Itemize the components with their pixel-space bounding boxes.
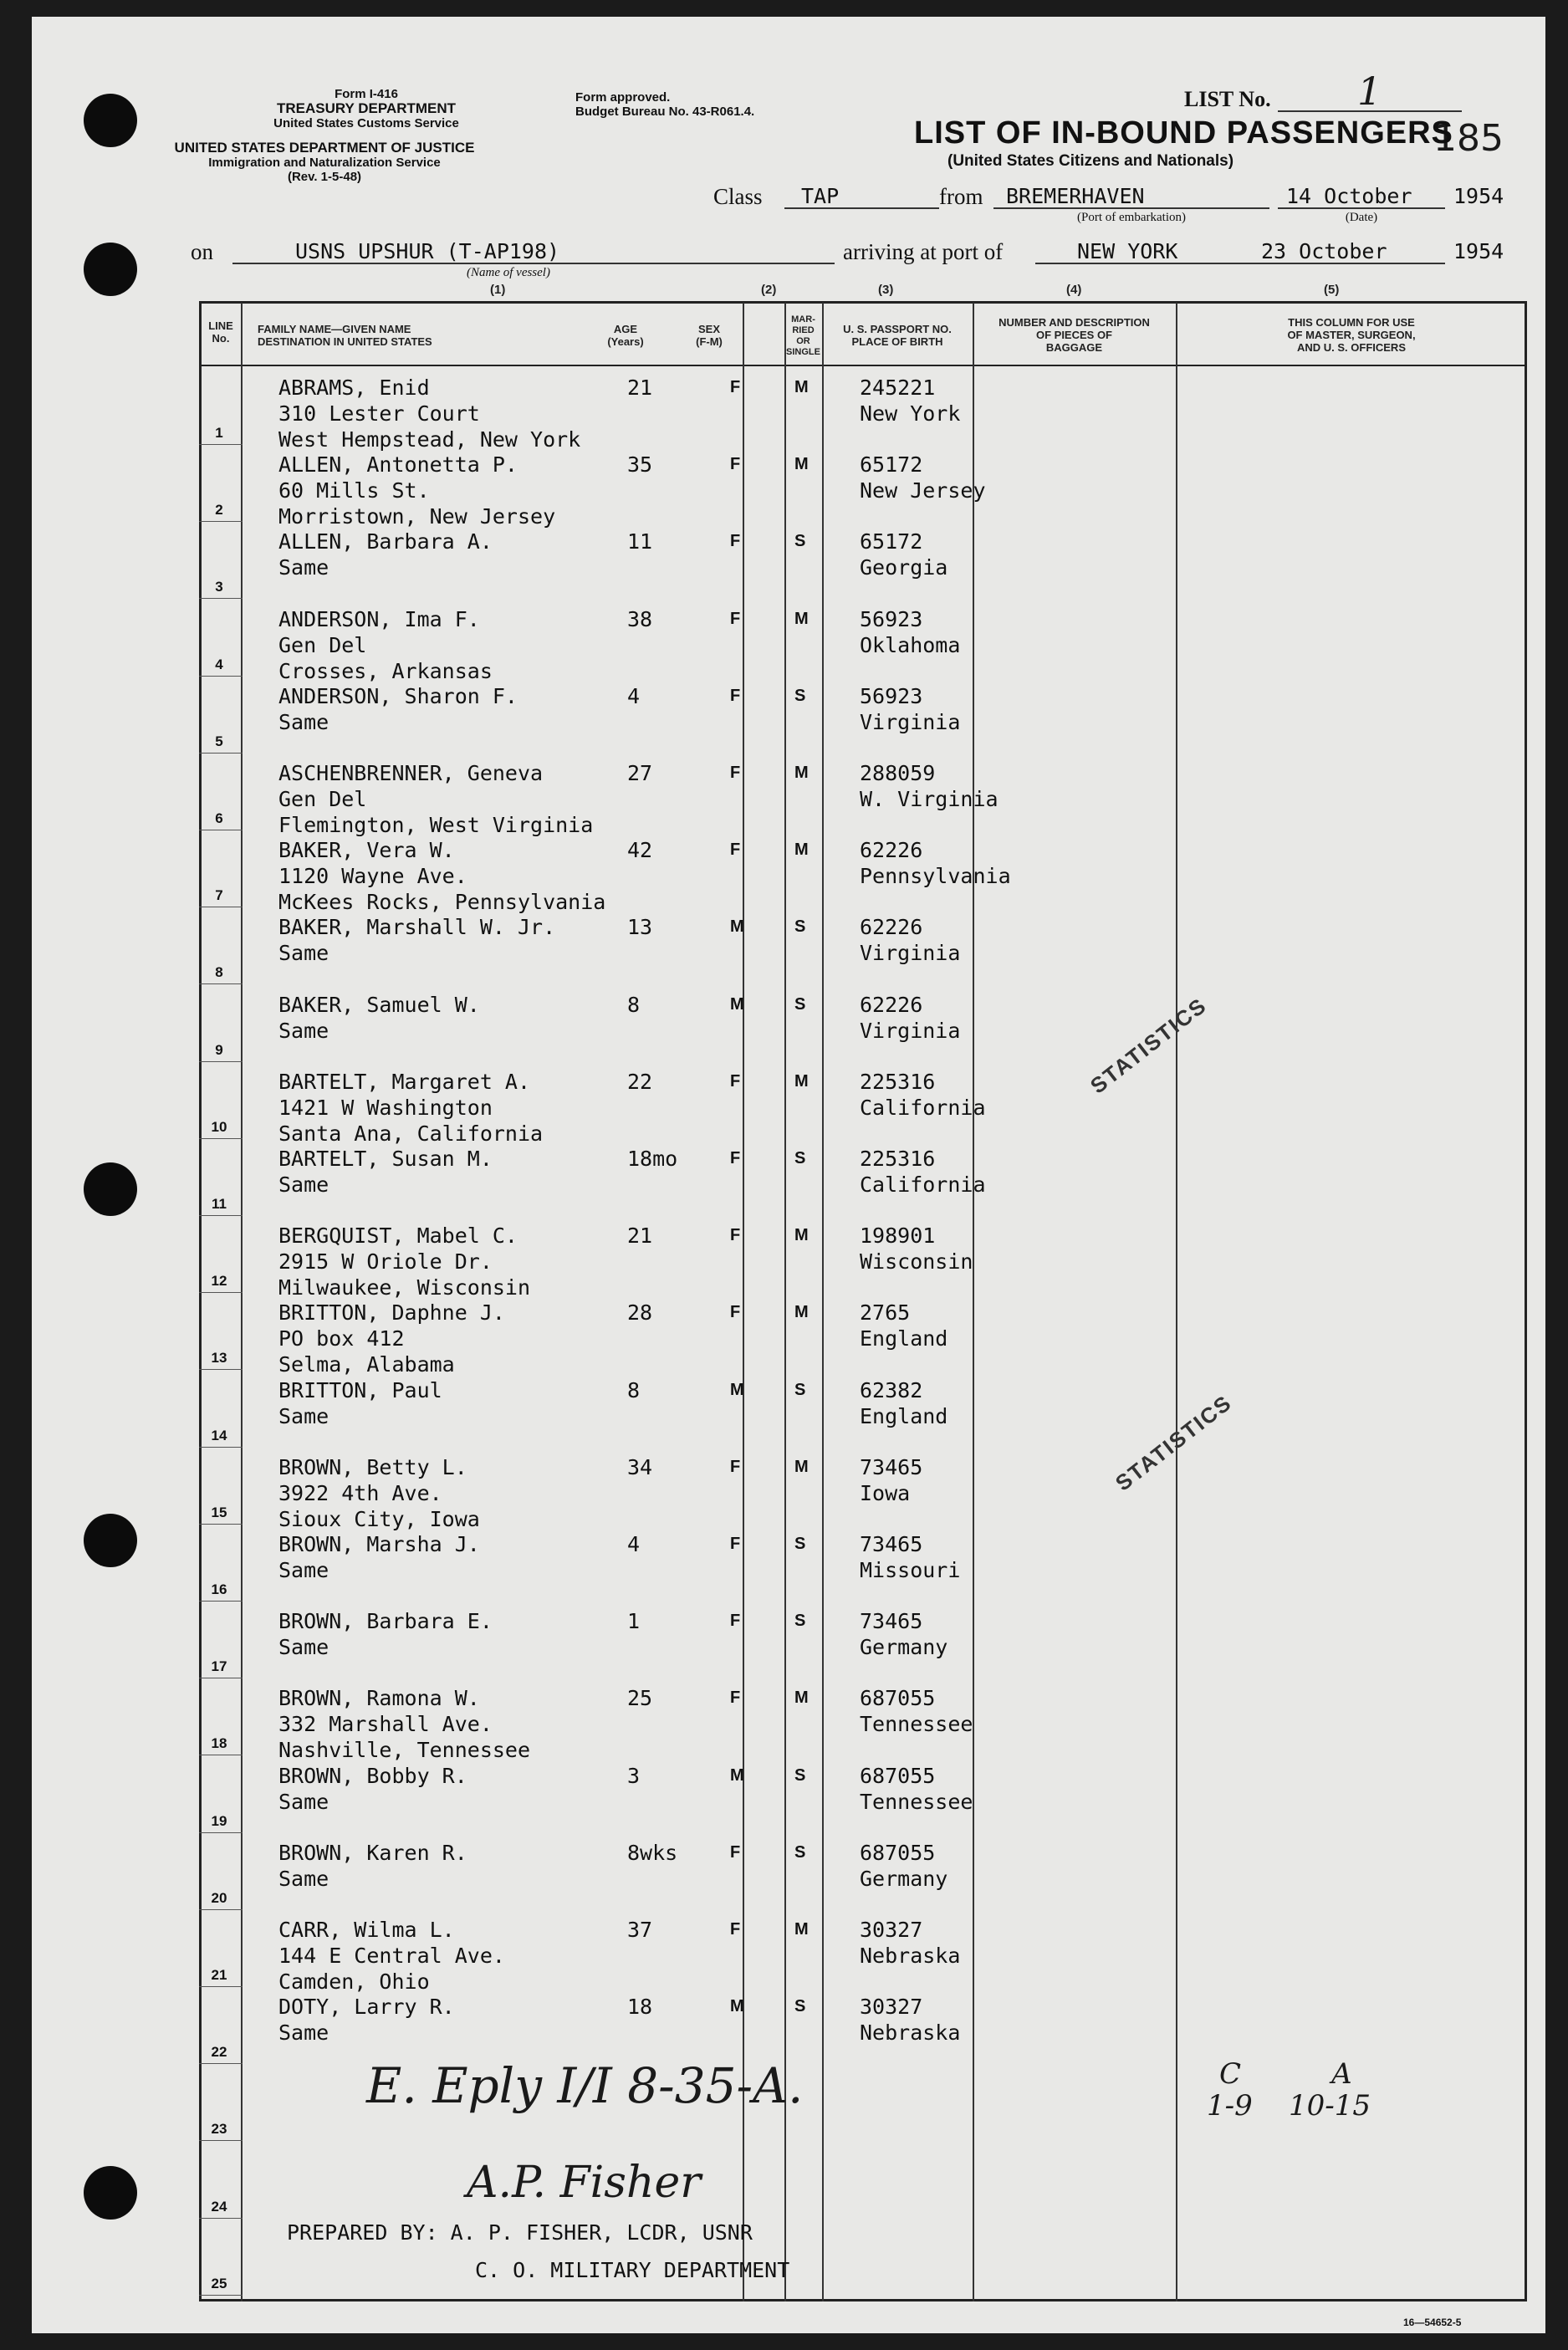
punch-hole [84, 243, 137, 296]
passport-number: 65172 [860, 452, 923, 478]
line-number: 5 [215, 733, 223, 749]
passenger-name: BARTELT, Margaret A. [278, 1069, 531, 1094]
address-line-2: Camden, Ohio [278, 1969, 430, 1994]
place-of-birth: New Jersey [860, 478, 986, 503]
line-number: 3 [215, 579, 223, 595]
marital-status: M [794, 1457, 809, 1476]
sex: F [730, 1535, 741, 1553]
place-of-birth: W. Virginia [860, 787, 999, 811]
passport-number: 687055 [860, 1763, 936, 1788]
table-row [32, 677, 1545, 754]
passport-number: 73465 [860, 1609, 923, 1634]
table-row [32, 1910, 1545, 1994]
passport-number: 245221 [860, 375, 936, 400]
military-department: C. O. MILITARY DEPARTMENT [475, 2258, 790, 2282]
column-number: (5) [1324, 283, 1340, 297]
address-line-2: West Hempstead, New York [278, 427, 581, 452]
signature: A.P. Fisher [467, 2158, 702, 2208]
address-line-1: PO box 412 [278, 1326, 405, 1351]
statistics-stamp: STATISTICS [1085, 992, 1212, 1099]
age: 3 [627, 1763, 641, 1788]
passenger-name: ALLEN, Antonetta P. [278, 452, 518, 478]
address-line-2: Selma, Alabama [278, 1352, 455, 1377]
address-line-2: McKees Rocks, Pennsylvania [278, 890, 606, 915]
sex: M [730, 917, 744, 937]
passport-number: 687055 [860, 1840, 936, 1865]
address-line-1: Same [278, 1172, 329, 1197]
age: 8 [627, 1377, 641, 1402]
sex: F [730, 840, 741, 860]
vessel-name: USNS UPSHUR (T-AP198) [295, 239, 560, 263]
address-line-1: Gen Del [278, 632, 367, 657]
column-number: (3) [878, 283, 894, 297]
address-line-2: Nashville, Tennessee [278, 1738, 531, 1763]
address-line-1: Same [278, 1635, 329, 1660]
line-number: 13 [211, 1350, 227, 1367]
line-number: 18 [211, 1735, 227, 1752]
sex: M [730, 1997, 744, 2016]
table-row [32, 522, 1545, 599]
passenger-name: ASCHENBRENNER, Geneva [278, 761, 544, 785]
marital-status: S [794, 1842, 806, 1862]
age: 11 [627, 529, 653, 554]
age: 21 [627, 1224, 653, 1249]
passenger-name: BAKER, Marshall W. Jr. [278, 915, 556, 940]
place-of-birth: Pennsylvania [860, 864, 1011, 889]
column-number: (4) [1066, 283, 1082, 297]
departure-date: 14 October [1286, 184, 1412, 208]
address-line-1: Same [278, 1866, 329, 1891]
place-of-birth: New York [860, 401, 961, 426]
sex: M [730, 1765, 744, 1785]
table-row [32, 1216, 1545, 1300]
place-of-birth: California [860, 1095, 986, 1120]
passport-number: 225316 [860, 1069, 936, 1094]
address-line-2: Flemington, West Virginia [278, 813, 594, 837]
place-of-birth: Tennessee [860, 1712, 973, 1737]
line-number: 14 [211, 1427, 227, 1443]
age: 21 [627, 375, 653, 400]
marital-status: M [794, 840, 809, 860]
line-number: 15 [211, 1504, 227, 1520]
header-sex: SEX (F-M) [696, 323, 723, 348]
vessel-caption: (Name of vessel) [467, 266, 550, 279]
line-number: 21 [211, 1967, 227, 1983]
address-line-1: 60 Mills St. [278, 478, 430, 503]
page-number: 185 [1433, 117, 1504, 160]
sex: F [730, 1071, 741, 1091]
passenger-name: BROWN, Karen R. [278, 1840, 467, 1865]
passenger-name: BRITTON, Paul [278, 1377, 442, 1402]
age: 28 [627, 1300, 653, 1326]
table-row [32, 1371, 1545, 1448]
table-row [32, 2142, 1545, 2219]
marital-status: M [794, 1920, 809, 1939]
prepared-by: PREPARED BY: A. P. FISHER, LCDR, USNR [287, 2220, 753, 2245]
passport-number: 73465 [860, 1532, 923, 1556]
line-number: 12 [211, 1273, 227, 1290]
marital-status: M [794, 1303, 809, 1322]
passport-number: 56923 [860, 606, 923, 631]
marital-status: S [794, 917, 806, 937]
address-line-1: Same [278, 1018, 329, 1043]
sex: F [730, 378, 741, 396]
table-row [32, 830, 1545, 915]
code-handwriting-top: C A [1219, 2057, 1352, 2091]
budget-bureau: Budget Bureau No. 43-R061.4. [575, 105, 755, 119]
table-row [32, 2219, 1545, 2296]
header-rule [199, 365, 1527, 366]
header-line-no: LINE No. [208, 319, 233, 345]
passport-number: 225316 [860, 1147, 936, 1171]
address-line-2: Sioux City, Iowa [278, 1506, 480, 1531]
passenger-name: BERGQUIST, Mabel C. [278, 1224, 518, 1249]
header-baggage: NUMBER AND DESCRIPTION OF PIECES OF BAGGAGE [999, 316, 1150, 354]
revision-date: (Rev. 1-5-48) [287, 170, 362, 184]
table-row [32, 600, 1545, 683]
line-number: 19 [211, 1812, 227, 1829]
age: 8 [627, 992, 641, 1017]
place-of-birth: Nebraska [860, 1944, 961, 1968]
page-subtitle: (United States Citizens and Nationals) [947, 152, 1234, 170]
column-number: (1) [490, 283, 506, 297]
marital-status: S [794, 994, 806, 1014]
address-line-1: Gen Del [278, 787, 367, 811]
marital-status: M [794, 455, 809, 474]
line-number: 9 [215, 1041, 223, 1058]
arrival-port: NEW YORK [1077, 239, 1178, 263]
passport-number: 62226 [860, 915, 923, 940]
line-number: 7 [215, 887, 223, 904]
from-label: from [939, 184, 983, 209]
place-of-birth: England [860, 1403, 948, 1428]
treasury-department: TREASURY DEPARTMENT [276, 100, 457, 116]
line-number: 11 [212, 1196, 227, 1212]
address-line-1: 2915 W Oriole Dr. [278, 1249, 493, 1275]
marital-status: S [794, 1380, 806, 1399]
table-row [32, 1293, 1545, 1377]
header-age: AGE (Years) [607, 323, 644, 348]
sex: M [730, 1380, 744, 1399]
age: 1 [627, 1609, 641, 1634]
age: 27 [627, 761, 653, 785]
customs-service: United States Customs Service [273, 116, 459, 130]
place-of-birth: Virginia [860, 709, 961, 734]
marital-status: M [794, 609, 809, 628]
age: 4 [627, 1532, 641, 1556]
place-of-birth: Wisconsin [860, 1249, 973, 1275]
line-number: 4 [215, 656, 223, 672]
table-row [32, 907, 1545, 984]
address-line-2: Santa Ana, California [278, 1121, 544, 1146]
passport-number: 288059 [860, 761, 936, 785]
address-line-1: 310 Lester Court [278, 401, 480, 426]
passenger-name: BROWN, Barbara E. [278, 1609, 493, 1634]
passenger-name: BROWN, Bobby R. [278, 1763, 467, 1788]
passport-number: 62382 [860, 1377, 923, 1402]
age: 37 [627, 1918, 653, 1942]
passport-number: 30327 [860, 1918, 923, 1942]
sex: F [730, 1920, 741, 1939]
passport-number: 687055 [860, 1686, 936, 1711]
header-married: MAR- RIED OR SINGLE [786, 314, 820, 357]
table-row [32, 1602, 1545, 1678]
place-of-birth: Virginia [860, 1018, 961, 1043]
port-caption: (Port of embarkation) [1077, 211, 1186, 224]
place-of-birth: Georgia [860, 555, 948, 580]
marital-status: M [794, 1071, 809, 1091]
passenger-name: ABRAMS, Enid [278, 375, 430, 400]
table-row [32, 1139, 1545, 1216]
header-name: FAMILY NAME—GIVEN NAME DESTINATION IN UNITED STATES [258, 323, 432, 348]
sex: M [730, 994, 744, 1014]
passport-number: 73465 [860, 1454, 923, 1479]
form-approved: Form approved. [575, 90, 671, 105]
table-row [32, 1062, 1545, 1146]
age: 18mo [627, 1147, 678, 1171]
sex: F [730, 1149, 741, 1167]
passenger-name: BAKER, Vera W. [278, 838, 455, 863]
list-no-label: LIST No. [1184, 87, 1271, 111]
passport-number: 2765 [860, 1300, 911, 1326]
age: 4 [627, 683, 641, 708]
age: 22 [627, 1069, 653, 1094]
marital-status: S [794, 532, 806, 551]
address-line-1: 1120 Wayne Ave. [278, 864, 467, 889]
marital-status: S [794, 1535, 806, 1553]
age: 38 [627, 606, 653, 631]
passenger-name: BARTELT, Susan M. [278, 1147, 493, 1171]
line-number: 2 [215, 502, 223, 519]
line-number: 16 [211, 1581, 227, 1597]
place-of-birth: Iowa [860, 1480, 911, 1505]
arriving-label: arriving at port of [843, 239, 1004, 264]
sex: F [730, 1842, 741, 1862]
sex: F [730, 764, 741, 782]
clearance-handwriting: E. Eply I/I 8-35-A. [366, 2057, 804, 2114]
line-number: 8 [215, 964, 223, 981]
arrival-date: 23 October [1261, 239, 1387, 263]
sex: F [730, 532, 741, 551]
on-label: on [191, 239, 213, 264]
sex: F [730, 1226, 741, 1245]
address-line-1: Same [278, 1403, 329, 1428]
departure-year: 1954 [1453, 184, 1504, 208]
passenger-name: DOTY, Larry R. [278, 1995, 455, 2020]
table-row [32, 445, 1545, 529]
address-line-1: Same [278, 555, 329, 580]
header-passport: U. S. PASSPORT NO. PLACE OF BIRTH [843, 323, 952, 348]
sex: F [730, 686, 741, 705]
line-number: 10 [211, 1118, 227, 1135]
address-line-1: 144 E Central Ave. [278, 1944, 505, 1968]
table-row [32, 1448, 1545, 1531]
passport-number: 56923 [860, 683, 923, 708]
passenger-name: ALLEN, Barbara A. [278, 529, 493, 554]
passport-number: 62226 [860, 838, 923, 863]
table-top-rule [199, 301, 1527, 303]
table-row [32, 985, 1545, 1062]
age: 35 [627, 452, 653, 478]
sex: F [730, 1612, 741, 1631]
address-line-1: Same [278, 1558, 329, 1582]
line-number: 23 [211, 2121, 227, 2138]
age: 18 [627, 1995, 653, 2020]
column-number: (2) [761, 283, 777, 297]
place-of-birth: England [860, 1326, 948, 1351]
passenger-name: CARR, Wilma L. [278, 1918, 455, 1942]
place-of-birth: California [860, 1172, 986, 1197]
age: 13 [627, 915, 653, 940]
sex: F [730, 609, 741, 628]
address-line-1: 3922 4th Ave. [278, 1480, 442, 1505]
row-rule [199, 2295, 243, 2296]
address-line-2: Crosses, Arkansas [278, 658, 493, 683]
passport-number: 62226 [860, 992, 923, 1017]
line-number: 6 [215, 810, 223, 826]
place-of-birth: Missouri [860, 1558, 961, 1582]
age: 42 [627, 838, 653, 863]
department-of-justice: UNITED STATES DEPARTMENT OF JUSTICE [174, 140, 475, 156]
table-row [32, 754, 1545, 837]
address-line-1: Same [278, 941, 329, 966]
place-of-birth: Germany [860, 1866, 948, 1891]
age: 8wks [627, 1840, 678, 1865]
line-number: 25 [211, 2275, 227, 2291]
class-value: TAP [801, 184, 840, 208]
table-row [32, 1756, 1545, 1833]
embarkation-port: BREMERHAVEN [1006, 184, 1145, 208]
marital-status: S [794, 1612, 806, 1631]
marital-status: S [794, 1997, 806, 2016]
address-line-1: Same [278, 2020, 329, 2046]
address-line-2: Morristown, New Jersey [278, 504, 556, 529]
sex: F [730, 1303, 741, 1322]
address-line-1: 332 Marshall Ave. [278, 1712, 493, 1737]
code-handwriting-bottom: 1-9 10-15 [1207, 2089, 1371, 2123]
passenger-name: BROWN, Marsha J. [278, 1532, 480, 1556]
form-code: 16—54652-5 [1403, 2317, 1462, 2328]
marital-status: S [794, 686, 806, 705]
place-of-birth: Germany [860, 1635, 948, 1660]
list-no-value: 1 [1357, 69, 1382, 114]
age: 34 [627, 1454, 653, 1479]
form-number: Form I-416 [335, 87, 398, 101]
immigration-service: Immigration and Naturalization Service [208, 156, 441, 170]
marital-status: M [794, 378, 809, 396]
place-of-birth: Tennessee [860, 1789, 973, 1814]
passenger-name: ANDERSON, Sharon F. [278, 683, 518, 708]
place-of-birth: Nebraska [860, 2020, 961, 2046]
line-number: 22 [211, 2044, 227, 2061]
marital-status: S [794, 1149, 806, 1167]
table-row [32, 1833, 1545, 1910]
date-caption: (Date) [1345, 211, 1378, 224]
statistics-stamp: STATISTICS [1111, 1389, 1237, 1496]
sex: F [730, 1457, 741, 1476]
passport-number: 198901 [860, 1224, 936, 1249]
age: 25 [627, 1686, 653, 1711]
address-line-1: Same [278, 1789, 329, 1814]
passenger-name: BRITTON, Daphne J. [278, 1300, 505, 1326]
table-row [32, 368, 1545, 452]
marital-status: S [794, 1765, 806, 1785]
line-number: 24 [211, 2198, 227, 2215]
passenger-name: ANDERSON, Ima F. [278, 606, 480, 631]
table-row [32, 1678, 1545, 1763]
place-of-birth: Oklahoma [860, 632, 961, 657]
address-line-1: Same [278, 709, 329, 734]
line-number: 20 [211, 1889, 227, 1906]
manifest-page [32, 17, 1545, 2333]
marital-status: M [794, 1688, 809, 1708]
line-number: 17 [211, 1658, 227, 1675]
page-title: LIST OF IN-BOUND PASSENGERS [914, 115, 1453, 151]
sex: F [730, 1688, 741, 1708]
marital-status: M [794, 1226, 809, 1245]
class-label: Class [713, 184, 763, 209]
header-officers: THIS COLUMN FOR USE OF MASTER, SURGEON, AND U. S. OFFICERS [1287, 316, 1416, 354]
arrival-year: 1954 [1453, 239, 1504, 263]
table-row [32, 1987, 1545, 2064]
passport-number: 65172 [860, 529, 923, 554]
address-line-2: Milwaukee, Wisconsin [278, 1275, 531, 1300]
line-number: 1 [215, 425, 223, 441]
place-of-birth: Virginia [860, 941, 961, 966]
passenger-name: BAKER, Samuel W. [278, 992, 480, 1017]
table-row [32, 1525, 1545, 1602]
passenger-name: BROWN, Betty L. [278, 1454, 467, 1479]
marital-status: M [794, 764, 809, 782]
passenger-name: BROWN, Ramona W. [278, 1686, 480, 1711]
address-line-1: 1421 W Washington [278, 1095, 493, 1120]
passport-number: 30327 [860, 1995, 923, 2020]
sex: F [730, 455, 741, 474]
punch-hole [84, 94, 137, 147]
